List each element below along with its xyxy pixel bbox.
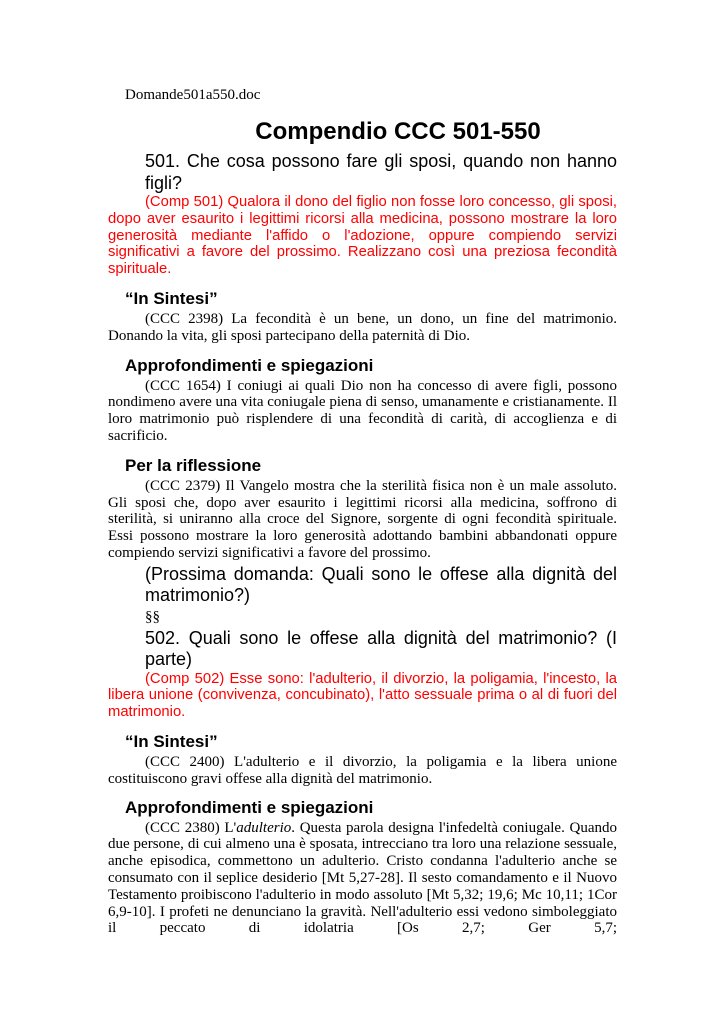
ccc-2398-paragraph: (CCC 2398) La fecondità è un bene, un dono, un fine del matrimonio. Donando la vita, gli sposi partecipano della paternità di Dio.	[108, 310, 617, 344]
document-title: Compendio CCC 501-550	[255, 118, 541, 145]
section-separator: §§	[145, 608, 160, 625]
ccc-2380-rest-text: . Questa parola designa l'infedeltà coniugale. Quando due persone, di cui almeno una è sposata, intrecciano tra loro una relazione sessuale, anche episodica, commettono un adulterio. Cristo condanna l'adulterio anche se consumato con il seplice desiderio [Mt 5,27-28]. Il sesto comandamento e il Nuovo Testamento proibiscono l'adulterio in modo assoluto [Mt 5,32; 19,6; Mc 10,11; 1Cor 6,9-10]. I profeti ne denunciano la gravità. Nell'adulterio essi vedono simboleggiato il peccato di idolatria [Os 2,7; Ger 5,7;	[108, 819, 618, 937]
next-question-note: (Prossima domanda: Quali sono le offese alla dignità del matrimonio?)	[145, 563, 617, 606]
document-filename: Domande501a550.doc	[125, 87, 261, 103]
question-502-section	[108, 628, 617, 938]
in-sintesi-heading-502: “In Sintesi”	[125, 731, 218, 751]
ccc-2380-italic-term: adulterio	[236, 819, 292, 836]
riflessione-heading-501: Per la riflessione	[125, 455, 262, 475]
approfondimenti-heading-502: Approfondimenti e spiegazioni	[125, 797, 374, 817]
question-502-heading: 502. Quali sono le offese alla dignità del matrimonio? (I parte)	[145, 627, 617, 670]
comp-501-answer: (Comp 501) Qualora il dono del figlio non fosse loro concesso, gli sposi, dopo aver esaurito i legittimi ricorsi alla medicina, possono mostrare la loro generosità mediante l'affido o l'adozione, oppure compiendo servizi significativi a favore del prossimo. Realizzano così una preziosa fecondità spirituale.	[108, 194, 617, 278]
in-sintesi-heading-501: “In Sintesi”	[125, 288, 218, 308]
ccc-2400-paragraph: (CCC 2400) L'adulterio e il divorzio, la poligamia e la libera unione costituiscono gravi offese alla dignità del matrimonio.	[108, 753, 617, 787]
question-501-heading: 501. Che cosa possono fare gli sposi, quando non hanno figli?	[145, 151, 617, 193]
comp-502-answer: (Comp 502) Esse sono: l'adulterio, il divorzio, la poligamia, l'incesto, la libera unione (convivenza, concubinato), l'atto sessuale prima o al di fuori del matrimonio.	[108, 670, 617, 721]
ccc-2380-lead-text: (CCC 2380) L'	[145, 819, 237, 836]
approfondimenti-heading-501: Approfondimenti e spiegazioni	[125, 355, 374, 375]
question-501-section	[108, 151, 617, 626]
ccc-2380-paragraph	[108, 820, 617, 938]
ccc-1654-paragraph: (CCC 1654) I coniugi ai quali Dio non ha concesso di avere figli, possono nondimeno avere una vita coniugale piena di senso, umanamente e cristianamente. Il loro matrimonio può risplendere di una fecondità di carità, di accoglienza e di sacrificio.	[108, 377, 617, 444]
ccc-2379-paragraph: (CCC 2379) Il Vangelo mostra che la sterilità fisica non è un male assoluto. Gli sposi che, dopo aver esaurito i legittimi ricorsi alla medicina, soffrono di sterilità, si uniranno alla croce del Signore, sorgente di ogni fecondità spirituale. Essi possono mostrare la loro generosità adottando bambini abbandonati oppure compiendo servizi significativi a favore del prossimo.	[108, 477, 617, 561]
